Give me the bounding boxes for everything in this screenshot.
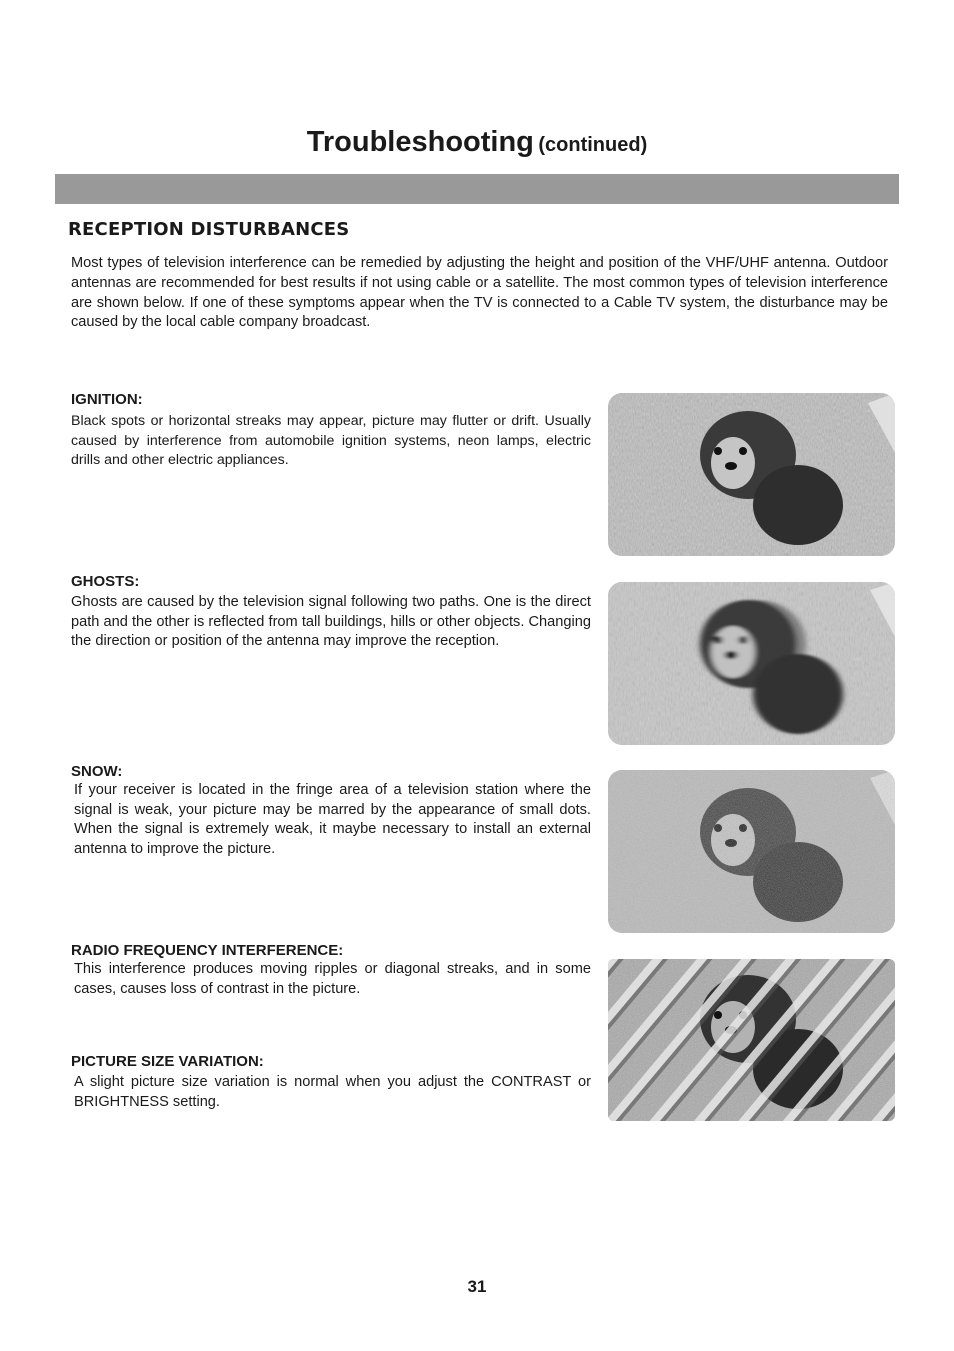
- rf-interference-text: This interference produces moving ripples or diagonal streaks, and in some cases, causes loss of contrast in the picture.: [74, 961, 591, 997]
- picture-size-title: PICTURE SIZE VARIATION:: [71, 1053, 264, 1070]
- snow-text: If your receiver is located in the fringe area of a television station where the signal is weak, your picture may be marred by the appearance of small dots. When the signal is extremely weak, it maybe necessary to install an external antenna to improve the picture.: [74, 782, 591, 857]
- dog-photo-ghosts: [608, 582, 895, 745]
- picture-size-text: A slight picture size variation is normal when you adjust the CONTRAST or BRIGHTNESS setting.: [74, 1074, 591, 1110]
- rf-interference-title: RADIO FREQUENCY INTERFERENCE:: [71, 942, 344, 959]
- page-number: 31: [467, 1277, 487, 1296]
- page-title-main: Troubleshooting: [306, 126, 534, 158]
- dog-photo-snow: [608, 770, 895, 933]
- ignition-text: Black spots or horizontal streaks may appear, picture may flutter or drift. Usually caused by interference from automobile ignition systems, neon lamps, electric drills and other electric appliances.: [71, 413, 591, 469]
- dog-photo-ignition-interference: [608, 393, 895, 556]
- ghosts-title: GHOSTS:: [71, 573, 140, 590]
- page-title-continued: (continued): [538, 134, 648, 156]
- intro-paragraph: Most types of television interference can be remedied by adjusting the height and position of the VHF/UHF antenna. Outdoor antennas are recommended for best results if not using cable or a satellite. The most common types of television interference are shown below. If one of these symptoms appear when the TV is connected to a Cable TV system, the disturbance may be caused by the local cable company broadcast.: [71, 255, 888, 331]
- ghosts-text: Ghosts are caused by the television signal following two paths. One is the direct path and the other is reflected from tall buildings, hills or other objects. Changing the direction or position of the antenna may improve the reception.: [71, 594, 591, 650]
- snow-title: SNOW:: [71, 763, 123, 780]
- page-title: [0, 126, 954, 159]
- ignition-title: IGNITION:: [71, 391, 143, 408]
- dog-photo-radio-frequency-interference: [608, 959, 895, 1121]
- section-heading: RECEPTION DISTURBANCES: [68, 219, 350, 240]
- header-divider-bar: [55, 174, 899, 204]
